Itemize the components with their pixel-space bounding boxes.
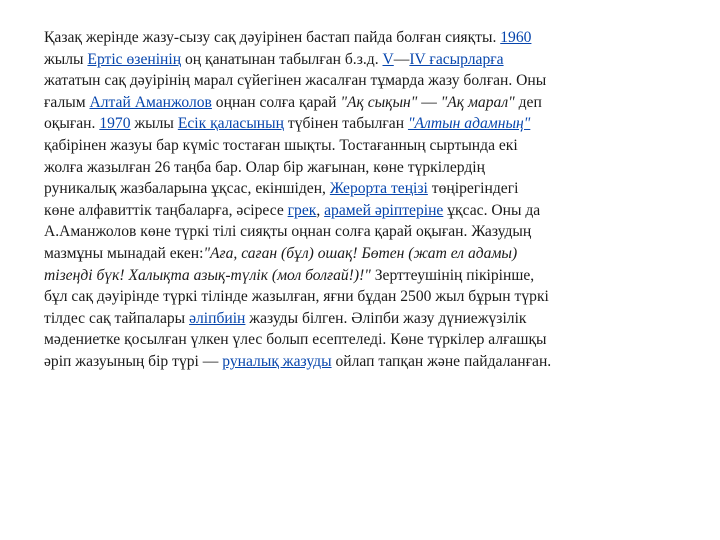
text-line bbox=[44, 157, 644, 179]
text-segment: төңірегіндегі bbox=[427, 180, 519, 198]
inline-link[interactable]: Алтай Аманжолов bbox=[89, 93, 212, 111]
text-segment: бұл сақ дәуірінде түркі тілінде жазылған, яғни бұдан 2500 жыл бұрын түркі bbox=[44, 288, 549, 306]
inline-link[interactable]: грек bbox=[287, 201, 317, 219]
inline-link[interactable]: Жерорта теңізі bbox=[329, 180, 428, 198]
text-line bbox=[44, 308, 644, 330]
text-line bbox=[44, 243, 644, 265]
italic-text: тізеңді бүк! Халықта азық-түлік (мол болғай!)!" bbox=[44, 266, 371, 284]
text-line bbox=[44, 221, 644, 243]
text-segment: жататын сақ дәуірінің марал сүйегінен жасалған тұмарда жазу болған. Оны bbox=[44, 72, 547, 90]
text-segment: жазуды білген. Әліпби жазу дүниежүзілік bbox=[245, 309, 527, 327]
inline-link[interactable]: IV ғасырларға bbox=[409, 50, 504, 68]
inline-link[interactable]: 1960 bbox=[500, 29, 532, 46]
text-segment: мазмұны мынадай екен: bbox=[44, 244, 204, 262]
italic-text: "Ақ сықын" bbox=[340, 93, 418, 111]
text-line bbox=[44, 200, 644, 222]
text-segment: жылы bbox=[130, 115, 178, 133]
text-line bbox=[44, 92, 644, 114]
text-line bbox=[44, 351, 644, 373]
text-line bbox=[44, 178, 644, 200]
text-line bbox=[44, 135, 644, 157]
text-segment: , bbox=[316, 201, 325, 219]
article-paragraph bbox=[44, 27, 644, 373]
text-line bbox=[44, 265, 644, 287]
text-segment: тілдес сақ тайпалары bbox=[44, 309, 190, 327]
text-line bbox=[44, 329, 644, 351]
inline-link[interactable]: "Алтын адамның" bbox=[407, 115, 531, 133]
text-segment: әріп жазуының бір түрі — bbox=[44, 352, 223, 370]
text-segment: оқыған. bbox=[44, 115, 100, 133]
inline-link[interactable]: 1970 bbox=[99, 115, 131, 133]
text-segment: Қазақ жерінде жазу-сызу сақ дәуірінен бастап пайда болған сияқты. bbox=[44, 29, 501, 46]
text-segment: ұқсас. Оны да bbox=[443, 201, 541, 219]
text-line bbox=[44, 49, 644, 71]
inline-link[interactable]: Есік қаласының bbox=[177, 115, 284, 133]
text-segment: — bbox=[393, 50, 410, 68]
text-segment: көне алфавиттік таңбаларға, әсіресе bbox=[44, 201, 288, 219]
inline-link[interactable]: руналық жазуды bbox=[222, 352, 332, 370]
italic-text: "Аға, саған (бұл) ошақ! Бөтен (жат ел адамы) bbox=[203, 244, 518, 262]
inline-link[interactable]: әліпбиін bbox=[189, 309, 246, 327]
text-segment: оң қанатынан табылған б.з.д. bbox=[181, 50, 383, 68]
text-segment: қабірінен жазуы бар күміс тостаған шықты. Тостағанның сыртында екі bbox=[44, 136, 518, 154]
text-segment: — bbox=[417, 93, 441, 111]
text-segment: жылы bbox=[44, 50, 88, 68]
text-segment: ойлап тапқан және пайдаланған. bbox=[331, 352, 552, 370]
text-line bbox=[44, 286, 644, 308]
text-segment: оңнан солға қарай bbox=[211, 93, 341, 111]
inline-link[interactable]: V bbox=[382, 50, 394, 68]
inline-link[interactable]: арамей әріптеріне bbox=[324, 201, 444, 219]
text-segment: А.Аманжолов көне түркі тілі сияқты оңнан солға қарай оқыған. Жазудың bbox=[44, 223, 532, 241]
text-line bbox=[44, 113, 644, 135]
italic-text: "Ақ марал" bbox=[440, 93, 515, 111]
text-line bbox=[44, 70, 644, 92]
text-segment: жолға жазылған 26 таңба бар. Олар бір жағынан, көне түркілердің bbox=[44, 158, 485, 176]
text-segment: ғалым bbox=[44, 93, 90, 111]
article-body bbox=[44, 27, 644, 373]
inline-link[interactable]: Ертіс өзенінің bbox=[87, 50, 182, 68]
text-line bbox=[44, 27, 644, 49]
text-segment: руникалық жазбаларына ұқсас, екіншіден, bbox=[44, 180, 330, 198]
text-segment: деп bbox=[514, 93, 542, 111]
text-segment: түбінен табылған bbox=[283, 115, 408, 133]
text-segment: Зерттеушінің пікірінше, bbox=[370, 266, 535, 284]
text-segment: мәдениетке қосылған үлкен үлес болып есептеледі. Көне түркілер алғашқы bbox=[44, 331, 547, 349]
